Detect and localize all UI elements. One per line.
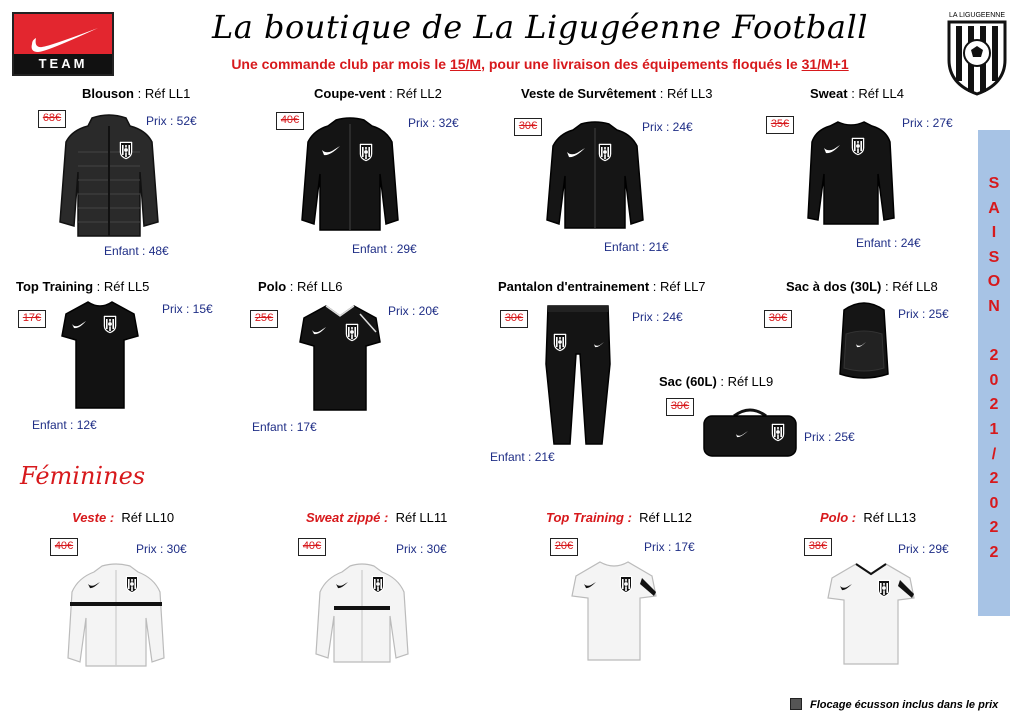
crest-badge-icon [790,698,802,710]
women-zip-sweat-image [314,562,410,666]
old-price-ll12: 20€ [550,538,578,556]
old-price-ll7: 30€ [500,310,528,328]
nike-team-logo [12,12,114,76]
polo-image [296,302,384,412]
price-ll3: Prix : 24€ [642,120,693,134]
product-title-ll4: Sweat : Réf LL4 [810,86,904,101]
season-letters: S A I S O N 2 0 2 1 / 2 0 2 2 [987,175,1001,561]
product-title-ll9: Sac (60L) : Réf LL9 [659,374,774,389]
old-price-ll8: 30€ [764,310,792,328]
training-pants-image [540,304,616,448]
price-ll1: Prix : 52€ [146,114,197,128]
price-ll6: Prix : 20€ [388,304,439,318]
price-ll2: Prix : 32€ [408,116,459,130]
old-price-ll4: 35€ [766,116,794,134]
backpack-image [832,296,896,382]
product-title-ll10: Veste : Réf LL10 [72,510,175,525]
training-top-image [60,298,140,410]
old-price-ll1: 68€ [38,110,66,128]
old-price-ll2: 40€ [276,112,304,130]
kid-price-ll1: Enfant : 48€ [104,244,169,258]
swoosh-icon [28,22,102,56]
price-ll13: Prix : 29€ [898,542,949,556]
product-title-ll3: Veste de Survêtement : Réf LL3 [521,86,713,101]
product-title-ll1: Blouson : Réf LL1 [82,86,191,101]
price-ll9: Prix : 25€ [804,430,855,444]
old-price-ll13: 38€ [804,538,832,556]
price-ll8: Prix : 25€ [898,307,949,321]
kid-price-ll5: Enfant : 12€ [32,418,97,432]
track-jacket-image [545,120,645,232]
product-title-ll11: Sweat zippé : Réf LL11 [306,510,448,525]
team-label: TEAM [14,54,112,74]
club-crest-logo [944,8,1010,98]
windbreaker-image [300,116,400,234]
product-title-ll2: Coupe-vent : Réf LL2 [314,86,442,101]
kid-price-ll4: Enfant : 24€ [856,236,921,250]
product-title-ll13: Polo : Réf LL13 [820,510,917,525]
kid-price-ll6: Enfant : 17€ [252,420,317,434]
old-price-ll11: 40€ [298,538,326,556]
kid-price-ll2: Enfant : 29€ [352,242,417,256]
product-title-ll5: Top Training : Réf LL5 [16,279,150,294]
sweat-image [806,118,896,228]
club-logo-text: LA LIGUGEENNE [948,12,1006,19]
price-ll11: Prix : 30€ [396,542,447,556]
price-ll10: Prix : 30€ [136,542,187,556]
women-polo-image [824,560,918,668]
price-ll12: Prix : 17€ [644,540,695,554]
old-price-ll9: 30€ [666,398,694,416]
product-title-ll12: Top Training : Réf LL12 [546,510,692,525]
old-price-ll3: 30€ [514,118,542,136]
product-title-ll7: Pantalon d'entrainement : Réf LL7 [498,279,706,294]
women-training-top-image [568,558,660,664]
puffer-jacket-image [54,112,164,240]
footer-note: Flocage écusson inclus dans le prix [790,698,998,711]
price-ll7: Prix : 24€ [632,310,683,324]
kid-price-ll7: Enfant : 21€ [490,450,555,464]
product-title-ll8: Sac à dos (30L) : Réf LL8 [786,279,938,294]
women-jacket-image [64,562,168,670]
price-ll5: Prix : 15€ [162,302,213,316]
old-price-ll10: 40€ [50,538,78,556]
order-info: Une commande club par mois le 15/M, pour une livraison des équipements floqués le 31/M+1 [231,56,849,72]
product-title-ll6: Polo : Réf LL6 [258,279,343,294]
old-price-ll6: 25€ [250,310,278,328]
duffel-bag-image [700,404,800,460]
old-price-ll5: 17€ [18,310,46,328]
price-ll4: Prix : 27€ [902,116,953,130]
feminines-heading: Féminines [20,462,146,490]
page-title: La boutique de La Ligugéenne Football [212,8,868,46]
season-banner [978,130,1010,616]
kid-price-ll3: Enfant : 21€ [604,240,669,254]
